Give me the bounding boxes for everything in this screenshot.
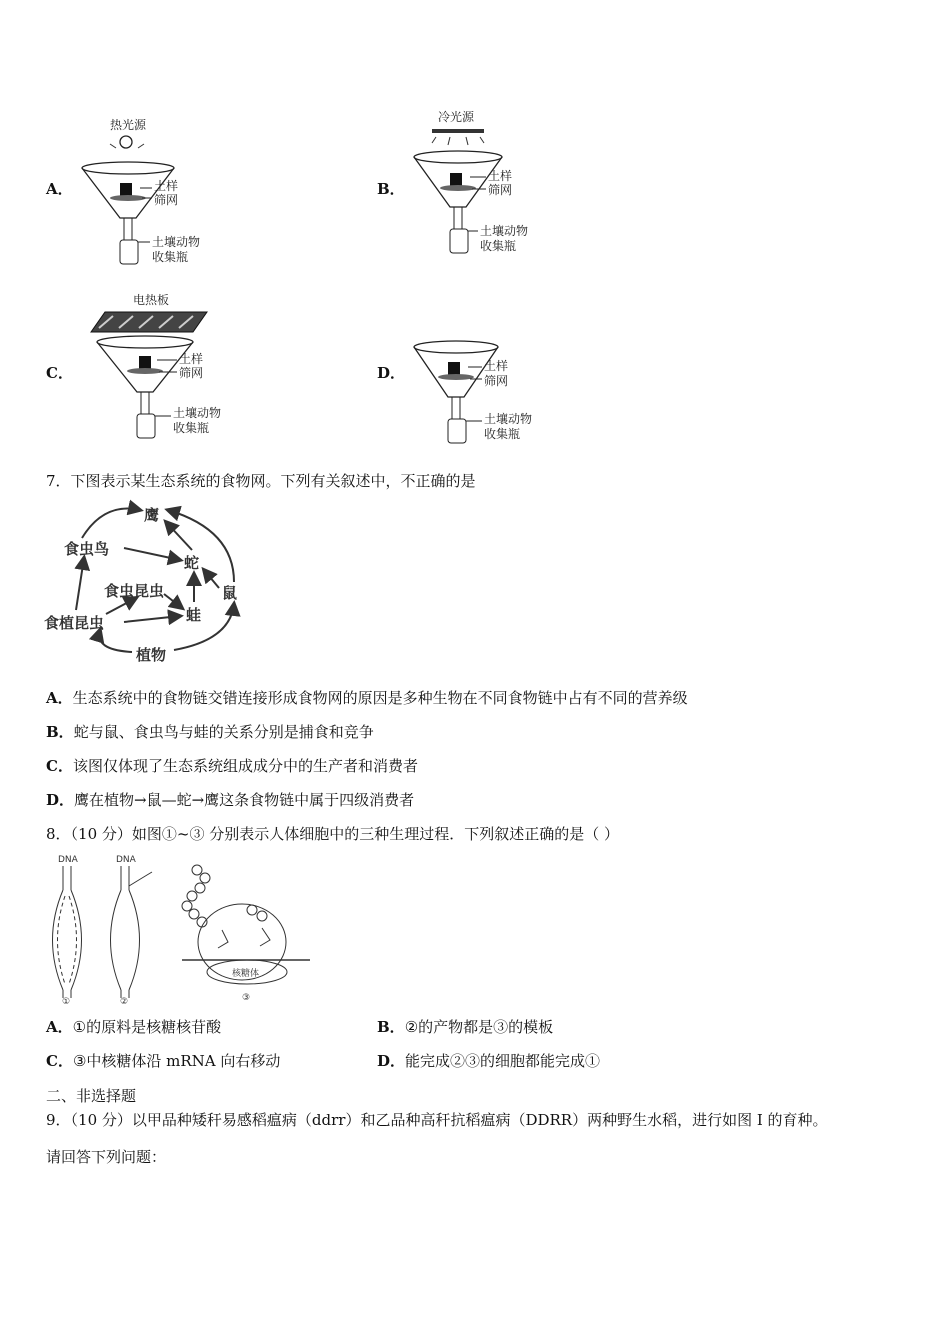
q8-option-a[interactable] [46, 1016, 221, 1037]
bottle-label-1: 土壤动物 [484, 412, 533, 426]
q7-option-d[interactable] [46, 789, 414, 810]
q8-option-b[interactable] [377, 1016, 553, 1037]
heat-source-label: 热光源 [110, 118, 147, 132]
q7-option-b-label: B． [46, 723, 74, 741]
q9-line2: 请回答下列问题： [46, 1148, 167, 1166]
sample-label: 土样 [484, 359, 509, 373]
bottle-label-2: 收集瓶 [480, 239, 517, 253]
q7-option-d-text: 鹰在植物→鼠—蛇→鹰这条食物链中属于四级消费者 [74, 791, 415, 809]
q6-option-b-label[interactable]: B． [377, 180, 405, 198]
q7-option-c[interactable] [46, 755, 418, 776]
label-3: ③ [242, 993, 251, 1003]
bulb-icon [120, 136, 132, 148]
q6-option-c-figure [85, 290, 235, 450]
node-snake: 蛇 [184, 554, 200, 572]
label-2: ② [120, 997, 129, 1007]
q6-option-a-figure [80, 110, 230, 270]
q6-option-b-figure [410, 105, 560, 265]
q7-option-c-text: 该图仅体现了生态系统组成成分中的生产者和消费者 [72, 757, 418, 775]
bottle-label-1: 土壤动物 [152, 235, 201, 249]
sample-label: 土样 [179, 352, 204, 366]
section-heading: 二、非选择题 [46, 1087, 137, 1105]
node-plant: 植物 [136, 646, 167, 664]
q8-option-c-text: ③中核糖体沿 mRNA 向右移动 [72, 1052, 281, 1070]
bottle-label-2: 收集瓶 [152, 250, 189, 264]
node-herb-insect: 食植昆虫 [44, 614, 105, 632]
q7-option-b[interactable] [46, 721, 374, 742]
q6-option-a-label[interactable]: A． [46, 180, 73, 198]
sample-label: 土样 [488, 169, 513, 183]
node-frog: 蛙 [186, 606, 202, 624]
q6-option-d-figure [408, 335, 558, 450]
heating-plate-label: 电热板 [133, 293, 170, 307]
cold-light-icon [432, 129, 484, 133]
heating-plate-icon [91, 312, 207, 332]
q8-option-a-label: A． [46, 1018, 73, 1036]
sample-label: 土样 [154, 179, 179, 193]
q9-stem: 9．（10 分）以甲品种矮秆易感稻瘟病（ddrr）和乙品种高秆抗稻瘟病（DDRR）两种野生水稻，进行如图 I 的育种。 [46, 1111, 828, 1129]
q7-option-c-label: C． [46, 757, 73, 775]
cold-source-label: 冷光源 [438, 110, 475, 124]
bottle-label-2: 收集瓶 [173, 421, 210, 435]
q7-option-d-label: D． [46, 791, 75, 809]
node-insect-bird: 食虫鸟 [64, 540, 110, 558]
dna-label-2: DNA [116, 855, 136, 865]
q8-option-a-text: ①的原料是核糖核苷酸 [72, 1018, 222, 1036]
node-insect-insect: 食虫昆虫 [104, 582, 165, 600]
q7-option-a[interactable] [46, 687, 688, 708]
label-1: ① [62, 997, 71, 1007]
mesh-label: 筛网 [179, 366, 204, 380]
ribosome-label: 核糖体 [232, 969, 260, 979]
node-eagle: 鹰 [144, 506, 160, 524]
q8-option-d-text: 能完成②③的细胞都能完成① [405, 1052, 601, 1070]
q8-stem: 8．（10 分）如图①~③ 分别表示人体细胞中的三种生理过程．下列叙述正确的是（ ） [46, 825, 620, 843]
bottle-label-1: 土壤动物 [480, 224, 529, 238]
bottle-label-1: 土壤动物 [173, 406, 222, 420]
q7-option-a-text: 生态系统中的食物链交错连接形成食物网的原因是多种生物在不同食物链中占有不同的营养级 [72, 689, 688, 707]
q8-option-d-label: D． [377, 1052, 406, 1070]
q8-figure [42, 850, 322, 1005]
node-mouse: 鼠 [222, 584, 238, 602]
q8-option-d[interactable] [377, 1050, 600, 1071]
q7-foodweb-diagram [44, 500, 244, 670]
q8-option-b-text: ②的产物都是③的模板 [404, 1018, 554, 1036]
dna-label-1: DNA [58, 855, 78, 865]
q6-option-c-label[interactable]: C． [46, 364, 73, 382]
q8-option-c[interactable] [46, 1050, 280, 1071]
q6-option-d-label[interactable]: D． [377, 364, 406, 382]
q7-option-a-label: A． [46, 689, 73, 707]
mesh-label: 筛网 [154, 193, 179, 207]
q8-option-b-label: B． [377, 1018, 405, 1036]
mesh-label: 筛网 [488, 183, 513, 197]
q7-option-b-text: 蛇与鼠、食虫鸟与蛙的关系分别是捕食和竞争 [73, 723, 374, 741]
bottle-label-2: 收集瓶 [484, 427, 521, 441]
mesh-label: 筛网 [484, 374, 509, 388]
q7-stem: 7．下图表示某生态系统的食物网。下列有关叙述中，不正确的是 [46, 472, 476, 490]
q8-option-c-label: C． [46, 1052, 73, 1070]
